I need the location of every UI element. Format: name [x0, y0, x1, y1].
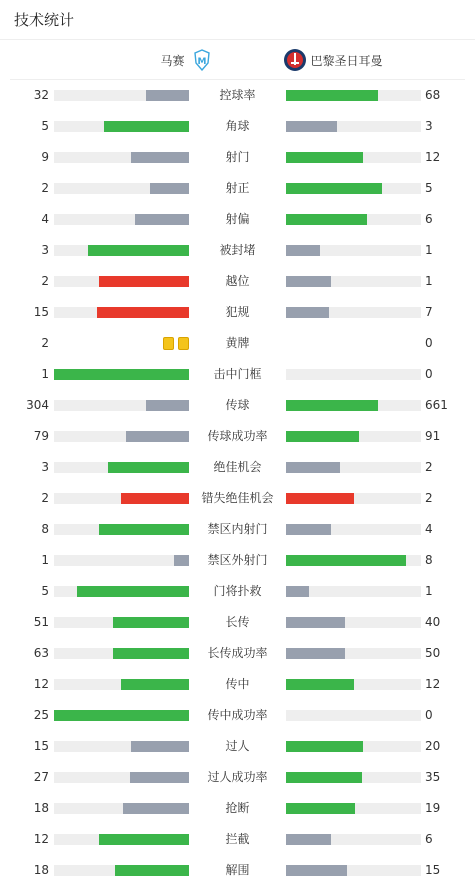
home-bar	[121, 493, 189, 504]
away-bar-track	[286, 245, 421, 256]
home-value: 2	[41, 491, 49, 505]
away-bar-track	[286, 276, 421, 287]
stat-row	[0, 266, 475, 297]
home-bar-track	[54, 679, 189, 690]
stat-row	[0, 390, 475, 421]
stat-label: 抢断	[225, 801, 250, 815]
stat-row	[0, 514, 475, 545]
away-bar	[286, 493, 354, 504]
away-bar	[286, 679, 354, 690]
stat-label: 拦截	[225, 832, 250, 846]
stat-label: 传球	[225, 398, 250, 412]
away-bar-track	[286, 648, 421, 659]
away-bar-track	[286, 803, 421, 814]
marseille-crest-icon	[191, 49, 213, 71]
home-value: 1	[41, 553, 49, 567]
home-value: 12	[33, 832, 49, 846]
away-value: 68	[425, 88, 441, 102]
home-bar-track	[54, 803, 189, 814]
home-value: 3	[41, 460, 49, 474]
away-bar-track	[286, 90, 421, 101]
stat-row	[0, 855, 475, 886]
stat-label: 门将扑救	[213, 584, 262, 598]
home-bar	[99, 524, 189, 535]
away-value: 2	[425, 460, 433, 474]
away-value: 1	[425, 274, 433, 288]
stat-label: 过人	[225, 739, 250, 753]
stat-label: 被封堵	[219, 243, 256, 257]
away-value: 3	[425, 119, 433, 133]
away-bar-track	[286, 214, 421, 225]
home-bar	[99, 276, 189, 287]
stat-label: 过人成功率	[207, 770, 268, 784]
away-bar	[286, 245, 320, 256]
away-bar-track	[286, 555, 421, 566]
home-bar	[54, 710, 189, 721]
away-value: 4	[425, 522, 433, 536]
away-value: 0	[425, 367, 433, 381]
stat-row	[0, 359, 475, 390]
away-value: 12	[425, 150, 441, 164]
home-bar-track	[54, 834, 189, 845]
away-value: 20	[425, 739, 441, 753]
home-bar-track	[54, 524, 189, 535]
away-bar	[286, 772, 362, 783]
away-bar	[286, 152, 363, 163]
away-bar	[286, 183, 382, 194]
home-bar	[174, 555, 189, 566]
away-bar-track	[286, 772, 421, 783]
away-value: 661	[425, 398, 448, 412]
home-bar	[113, 617, 189, 628]
away-value: 12	[425, 677, 441, 691]
home-team[interactable]	[160, 40, 212, 80]
away-bar	[286, 648, 345, 659]
stat-row	[0, 173, 475, 204]
home-bar	[123, 803, 189, 814]
stat-row	[0, 793, 475, 824]
home-value: 15	[33, 305, 49, 319]
home-value: 12	[33, 677, 49, 691]
away-bar-track	[286, 741, 421, 752]
stat-row	[0, 638, 475, 669]
home-value: 25	[33, 708, 49, 722]
away-bar	[286, 90, 378, 101]
stat-row	[0, 731, 475, 762]
stat-row	[0, 204, 475, 235]
stat-label: 传中	[225, 677, 250, 691]
home-bar	[121, 679, 189, 690]
yellow-card-icon	[163, 337, 174, 350]
away-bar-track	[286, 462, 421, 473]
home-bar	[77, 586, 189, 597]
home-bar-track	[54, 431, 189, 442]
stat-label: 长传	[225, 615, 250, 629]
away-bar	[286, 803, 355, 814]
stat-row	[0, 421, 475, 452]
away-bar	[286, 400, 378, 411]
home-bar-track	[54, 772, 189, 783]
away-bar	[286, 865, 347, 876]
home-value: 2	[41, 181, 49, 195]
psg-crest-icon	[283, 48, 307, 72]
home-bar	[131, 741, 189, 752]
stat-row	[0, 824, 475, 855]
home-bar	[131, 152, 189, 163]
away-value: 15	[425, 863, 441, 877]
home-value: 63	[33, 646, 49, 660]
away-value: 6	[425, 212, 433, 226]
stat-label: 射正	[225, 181, 250, 195]
away-value: 40	[425, 615, 441, 629]
stat-label: 解围	[225, 863, 250, 877]
stat-label: 射门	[225, 150, 250, 164]
home-value: 18	[33, 863, 49, 877]
away-bar-track	[286, 865, 421, 876]
stat-row	[0, 142, 475, 173]
away-bar	[286, 555, 406, 566]
home-bar	[126, 431, 189, 442]
stat-row	[0, 669, 475, 700]
home-value: 18	[33, 801, 49, 815]
stat-label: 传球成功率	[207, 429, 268, 443]
home-value: 1	[41, 367, 49, 381]
stat-label: 黄牌	[225, 336, 250, 350]
stat-row	[0, 576, 475, 607]
away-bar	[286, 307, 329, 318]
home-bar-track	[54, 462, 189, 473]
stats-list	[0, 80, 475, 886]
stat-row	[0, 452, 475, 483]
stat-label: 控球率	[219, 88, 256, 102]
home-value: 8	[41, 522, 49, 536]
home-value: 2	[41, 274, 49, 288]
home-value: 15	[33, 739, 49, 753]
stat-row	[0, 607, 475, 638]
home-bar-track	[54, 710, 189, 721]
away-bar-track	[286, 524, 421, 535]
yellow-cards-home	[163, 337, 189, 350]
away-bar	[286, 462, 340, 473]
home-value: 5	[41, 119, 49, 133]
home-value: 51	[33, 615, 49, 629]
away-bar-track	[286, 617, 421, 628]
home-bar-track	[54, 90, 189, 101]
away-value: 1	[425, 243, 433, 257]
stat-label: 长传成功率	[207, 646, 268, 660]
away-value: 50	[425, 646, 441, 660]
home-bar	[146, 90, 189, 101]
home-value: 27	[33, 770, 49, 784]
away-bar-track	[286, 431, 421, 442]
stat-label: 错失绝佳机会	[201, 491, 274, 505]
stat-row	[0, 235, 475, 266]
home-value: 4	[41, 212, 49, 226]
home-bar	[97, 307, 189, 318]
away-bar-track	[286, 152, 421, 163]
home-bar	[135, 214, 189, 225]
away-value: 8	[425, 553, 433, 567]
home-value: 32	[33, 88, 49, 102]
home-bar-track	[54, 555, 189, 566]
away-bar-track	[286, 834, 421, 845]
away-bar	[286, 214, 367, 225]
home-bar	[113, 648, 189, 659]
home-bar-track	[54, 648, 189, 659]
home-value: 9	[41, 150, 49, 164]
away-bar	[286, 431, 359, 442]
home-bar-track	[54, 741, 189, 752]
away-bar-track	[286, 710, 421, 721]
section-title: 技术统计	[0, 0, 475, 40]
stat-label: 射偏	[225, 212, 250, 226]
away-value: 1	[425, 584, 433, 598]
away-bar-track	[286, 586, 421, 597]
home-bar	[88, 245, 189, 256]
away-value: 35	[425, 770, 441, 784]
away-team[interactable]	[283, 40, 383, 80]
home-bar-track	[54, 214, 189, 225]
home-value: 79	[33, 429, 49, 443]
stat-label: 击中门框	[213, 367, 262, 381]
home-bar	[54, 369, 189, 380]
home-bar-track	[54, 586, 189, 597]
stat-label: 角球	[225, 119, 250, 133]
away-bar	[286, 276, 331, 287]
home-value: 3	[41, 243, 49, 257]
stat-row	[0, 545, 475, 576]
home-bar	[108, 462, 189, 473]
away-value: 19	[425, 801, 441, 815]
stat-label: 犯规	[225, 305, 250, 319]
away-bar-track	[286, 400, 421, 411]
home-bar-track	[54, 245, 189, 256]
away-bar-track	[286, 307, 421, 318]
home-value: 304	[26, 398, 49, 412]
away-value: 91	[425, 429, 441, 443]
home-bar	[150, 183, 189, 194]
away-bar	[286, 834, 331, 845]
away-value: 6	[425, 832, 433, 846]
stat-label: 越位	[225, 274, 250, 288]
home-bar-track	[54, 493, 189, 504]
home-value: 5	[41, 584, 49, 598]
home-bar	[130, 772, 189, 783]
stat-row	[0, 80, 475, 111]
stat-label: 传中成功率	[207, 708, 268, 722]
away-bar-track	[286, 679, 421, 690]
away-value: 0	[425, 708, 433, 722]
stat-label: 绝佳机会	[213, 460, 262, 474]
home-bar-track	[54, 369, 189, 380]
home-bar-track	[54, 617, 189, 628]
home-bar	[104, 121, 189, 132]
away-team-name: 巴黎圣日耳曼	[310, 53, 383, 68]
home-bar	[115, 865, 189, 876]
away-value: 7	[425, 305, 433, 319]
away-bar	[286, 586, 309, 597]
stat-label: 禁区内射门	[207, 522, 268, 536]
away-bar-track	[286, 121, 421, 132]
home-value: 2	[41, 336, 49, 350]
home-bar-track	[54, 307, 189, 318]
away-value: 5	[425, 181, 433, 195]
stat-row	[0, 111, 475, 142]
away-bar	[286, 617, 345, 628]
away-value: 2	[425, 491, 433, 505]
stat-label: 禁区外射门	[207, 553, 268, 567]
home-bar-track	[54, 865, 189, 876]
away-value: 0	[425, 336, 433, 350]
away-bar-track	[286, 369, 421, 380]
home-bar	[146, 400, 189, 411]
stat-row	[0, 297, 475, 328]
home-bar-track	[54, 183, 189, 194]
home-bar-track	[54, 400, 189, 411]
home-bar-track	[54, 276, 189, 287]
home-team-name: 马赛	[160, 53, 185, 68]
home-bar-track	[54, 152, 189, 163]
away-bar	[286, 121, 337, 132]
home-bar-track	[54, 121, 189, 132]
stat-row	[0, 700, 475, 731]
svg-text:M: M	[197, 57, 206, 67]
teams-header	[10, 40, 465, 80]
stat-row	[0, 328, 475, 359]
yellow-card-icon	[178, 337, 189, 350]
away-bar	[286, 741, 363, 752]
away-bar-track	[286, 493, 421, 504]
away-bar-track	[286, 183, 421, 194]
away-bar	[286, 524, 331, 535]
stat-row	[0, 762, 475, 793]
stat-row	[0, 483, 475, 514]
home-bar	[99, 834, 189, 845]
